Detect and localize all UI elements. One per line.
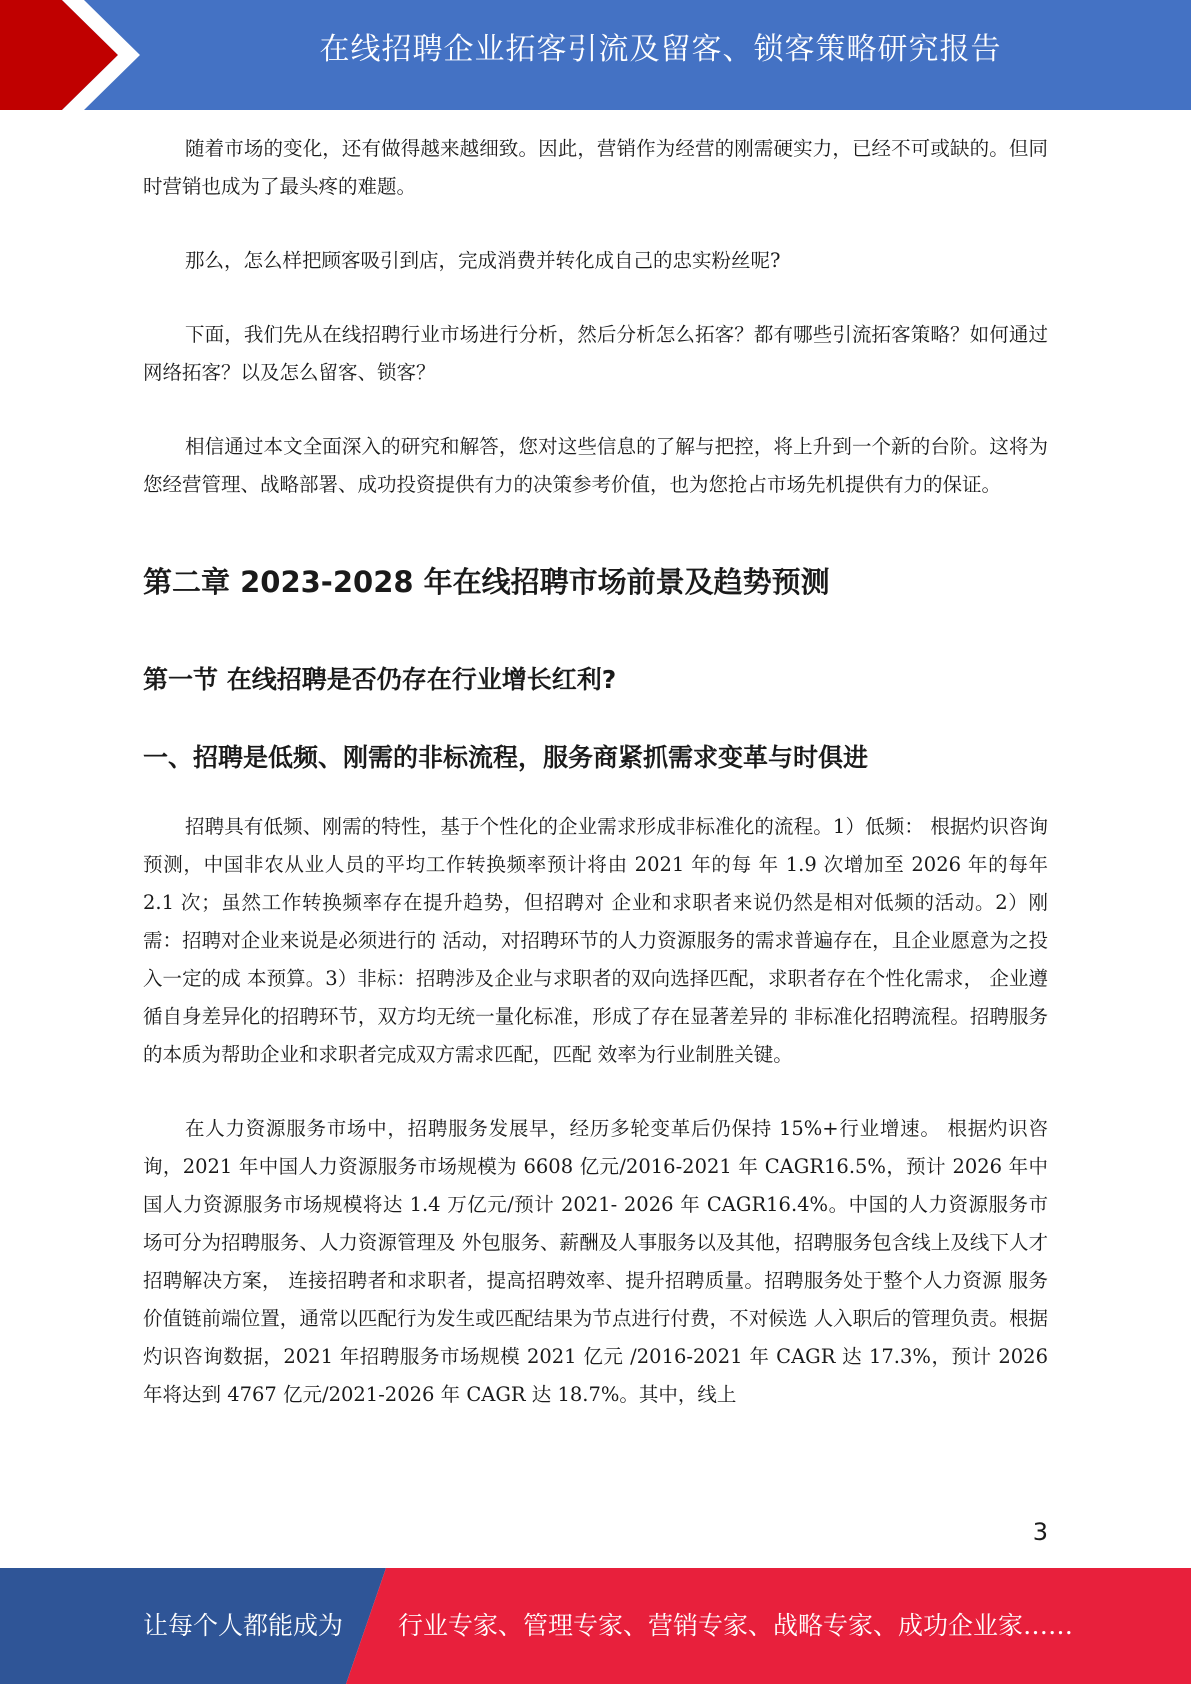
chapter-heading: 第二章 2023-2028 年在线招聘市场前景及趋势预测	[143, 565, 830, 599]
body-paragraph: 下面，我们先从在线招聘行业市场进行分析，然后分析怎么拓客？都有哪些引流拓客策略？如何通过网络拓客？以及怎么留客、锁客？	[143, 323, 1048, 384]
document-body	[143, 130, 1048, 1414]
section-heading: 第一节 在线招聘是否仍存在行业增长红利?	[143, 665, 617, 694]
report-title: 在线招聘企业拓客引流及留客、锁客策略研究报告	[319, 32, 1002, 67]
footer-slogan-right: 行业专家、管理专家、营销专家、战略专家、成功企业家……	[398, 1611, 1074, 1640]
body-paragraph: 招聘具有低频、刚需的特性，基于个性化的企业需求形成非标准化的流程。1）低频： 根据灼识咨询预测，中国非农从业人员的平均工作转换频率预计将由 2021 年的每 年 1.9 次增加至 2026 年的每年 2.1 次；虽然工作转换频率存在提升趋势，但招聘对 企业和求职者来说仍然是相对低频的活动。2）刚需：招聘对企业来说是必须进行的 活动，对招聘环节的人力资源服务的需求普遍存在，且企业愿意为之投入一定的成 本预算。3）非标：招聘涉及企业与求职者的双向选择匹配，求职者存在个性化需求， 企业遵循自身差异化的招聘环节，双方均无统一量化标准，形成了存在显著差异的 非标准化招聘流程。招聘服务的本质为帮助企业和求职者完成双方需求匹配，匹配 效率为行业制胜关键。	[143, 815, 1048, 1066]
page-footer	[0, 1568, 1191, 1684]
subsection-heading: 一、招聘是低频、刚需的非标流程，服务商紧抓需求变革与时俱进	[143, 743, 869, 772]
page-number: 3	[1032, 1518, 1048, 1546]
body-paragraph: 相信通过本文全面深入的研究和解答，您对这些信息的了解与把控，将上升到一个新的台阶。这将为您经营管理、战略部署、成功投资提供有力的决策参考价值，也为您抢占市场先机提供有力的保证。	[143, 435, 1048, 496]
body-paragraph: 那么，怎么样把顾客吸引到店，完成消费并转化成自己的忠实粉丝呢?	[185, 249, 781, 272]
page-header	[0, 0, 1191, 110]
header-arrow-decoration	[0, 0, 150, 110]
body-paragraph: 在人力资源服务市场中，招聘服务发展早，经历多轮变革后仍保持 15%+行业增速。 根据灼识咨询，2021 年中国人力资源服务市场规模为 6608 亿元/2016-2021 年 CAGR16.5%，预计 2026 年中国人力资源服务市场规模将达 1.4 万亿元/预计 2021- 2026 年 CAGR16.4%。中国的人力资源服务市场可分为招聘服务、人力资源管理及 外包服务、薪酬及人事服务以及其他，招聘服务包含线上及线下人才招聘解决方案， 连接招聘者和求职者，提高招聘效率、提升招聘质量。招聘服务处于整个人力资源 服务价值链前端位置，通常以匹配行为发生或匹配结果为节点进行付费，不对候选 人入职后的管理负责。根据灼识咨询数据，2021 年招聘服务市场规模 2021 亿元 /2016-2021 年 CAGR 达 17.3%，预计 2026 年将达到 4767 亿元/2021-2026 年 CAGR 达 18.7%。其中，线上	[143, 1117, 1048, 1406]
body-paragraph: 随着市场的变化，还有做得越来越细致。因此，营销作为经营的刚需硬实力，已经不可或缺的。但同时营销也成为了最头疼的难题。	[143, 137, 1048, 198]
footer-slogan-left: 让每个人都能成为	[143, 1611, 344, 1640]
